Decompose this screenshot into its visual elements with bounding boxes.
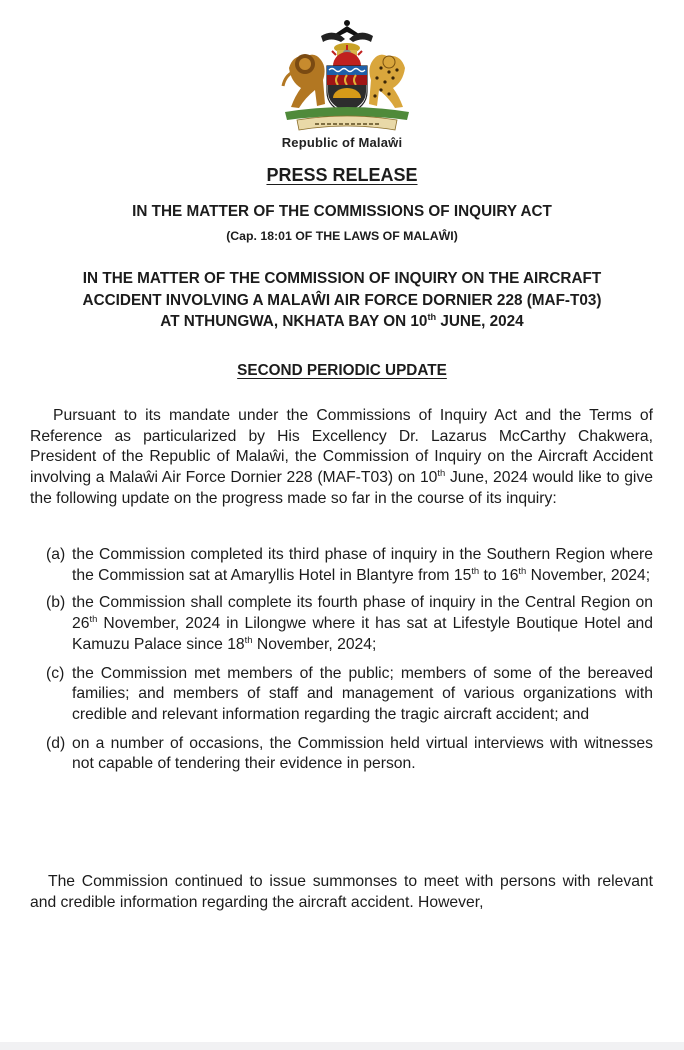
list-item-text: to 16 — [479, 566, 519, 584]
page-bottom-edge — [0, 1042, 684, 1050]
list-marker: (d) — [46, 734, 66, 752]
matter-line-3 — [24, 311, 660, 333]
ordinal-suffix: th — [471, 564, 480, 576]
closing-paragraph: The Commission continued to issue summonses to meet with persons with relevant and credible information regarding the aircraft accident. However, — [30, 873, 653, 911]
list-item-text: the Commission completed its third phase of inquiry in the Southern Region where the Commission sat at Amaryllis Hotel in Blantyre from 15 — [72, 546, 653, 584]
press-release-title: PRESS RELEASE — [266, 165, 418, 185]
list-marker: (b) — [46, 594, 66, 612]
ordinal-suffix: th — [437, 466, 446, 478]
list-item-text: November, 2024; — [252, 635, 377, 653]
ordinal-suffix: th — [244, 633, 253, 645]
document-type-heading — [0, 165, 684, 186]
list-item-d — [46, 734, 653, 775]
ordinal-suffix: th — [427, 311, 437, 322]
update-list — [46, 545, 653, 775]
list-item-text: on a number of occasions, the Commission held virtual interviews with witnesses not capable of tendering their evidence in person. — [72, 734, 653, 773]
matter-heading — [24, 268, 660, 333]
act-citation: (Cap. 18:01 OF THE LAWS OF MALAŴI) — [226, 229, 458, 243]
ordinal-suffix: th — [89, 612, 98, 624]
ordinal-suffix: th — [518, 564, 527, 576]
list-item-c — [46, 664, 653, 726]
list-marker: (a) — [46, 546, 66, 563]
update-heading — [0, 362, 684, 380]
list-item-text: November, 2024; — [526, 566, 651, 584]
list-item-text: the Commission shall complete its fourth phase of inquiry in the Central Region on 26 — [72, 594, 653, 633]
list-item-text: November, 2024 in Lilongwe where it has sat at Lifestyle Boutique Hotel and Kamuzu Palace since 18 — [72, 615, 653, 653]
list-item-a — [46, 545, 653, 586]
malawi-coat-of-arms-icon — [271, 12, 423, 134]
matter-line-1: IN THE MATTER OF THE COMMISSION OF INQUIRY ON THE AIRCRAFT — [82, 270, 602, 287]
issuer-name: Republic of Malaŵi — [281, 135, 403, 150]
list-item-text: the Commission met members of the public; members of some of the bereaved families; and members of staff and management of various organizations with credible and relevant information regarding the tragic aircraft accident; and — [72, 664, 653, 723]
matter-line-2: ACCIDENT INVOLVING A MALAŴI AIR FORCE DORNIER 228 (MAF-T03) — [82, 291, 602, 309]
matter-line-3-text: AT NTHUNGWA, NKHATA BAY ON 10 — [160, 313, 428, 330]
intro-paragraph — [30, 406, 653, 510]
list-item-b — [46, 593, 653, 655]
act-title: IN THE MATTER OF THE COMMISSIONS OF INQUIRY ACT — [132, 203, 552, 220]
update-title: SECOND PERIODIC UPDATE — [237, 362, 447, 379]
list-marker: (c) — [46, 664, 65, 682]
intro-text-b: June, 2024 would like to give the following update on the progress made so far in the course of its inquiry: — [30, 469, 653, 507]
matter-line-3-date: JUNE, 2024 — [436, 313, 524, 330]
intro-text-a: Pursuant to its mandate under the Commissions of Inquiry Act and the Terms of Reference as particularized by His Excellency Dr. Lazarus McCarthy Chakwera, President of the Republic of Malaŵi, the Commission of Inquiry on the Aircraft Accident involving a Malaŵi Air Force Dornier 228 (MAF-T03) on 10 — [30, 407, 653, 487]
